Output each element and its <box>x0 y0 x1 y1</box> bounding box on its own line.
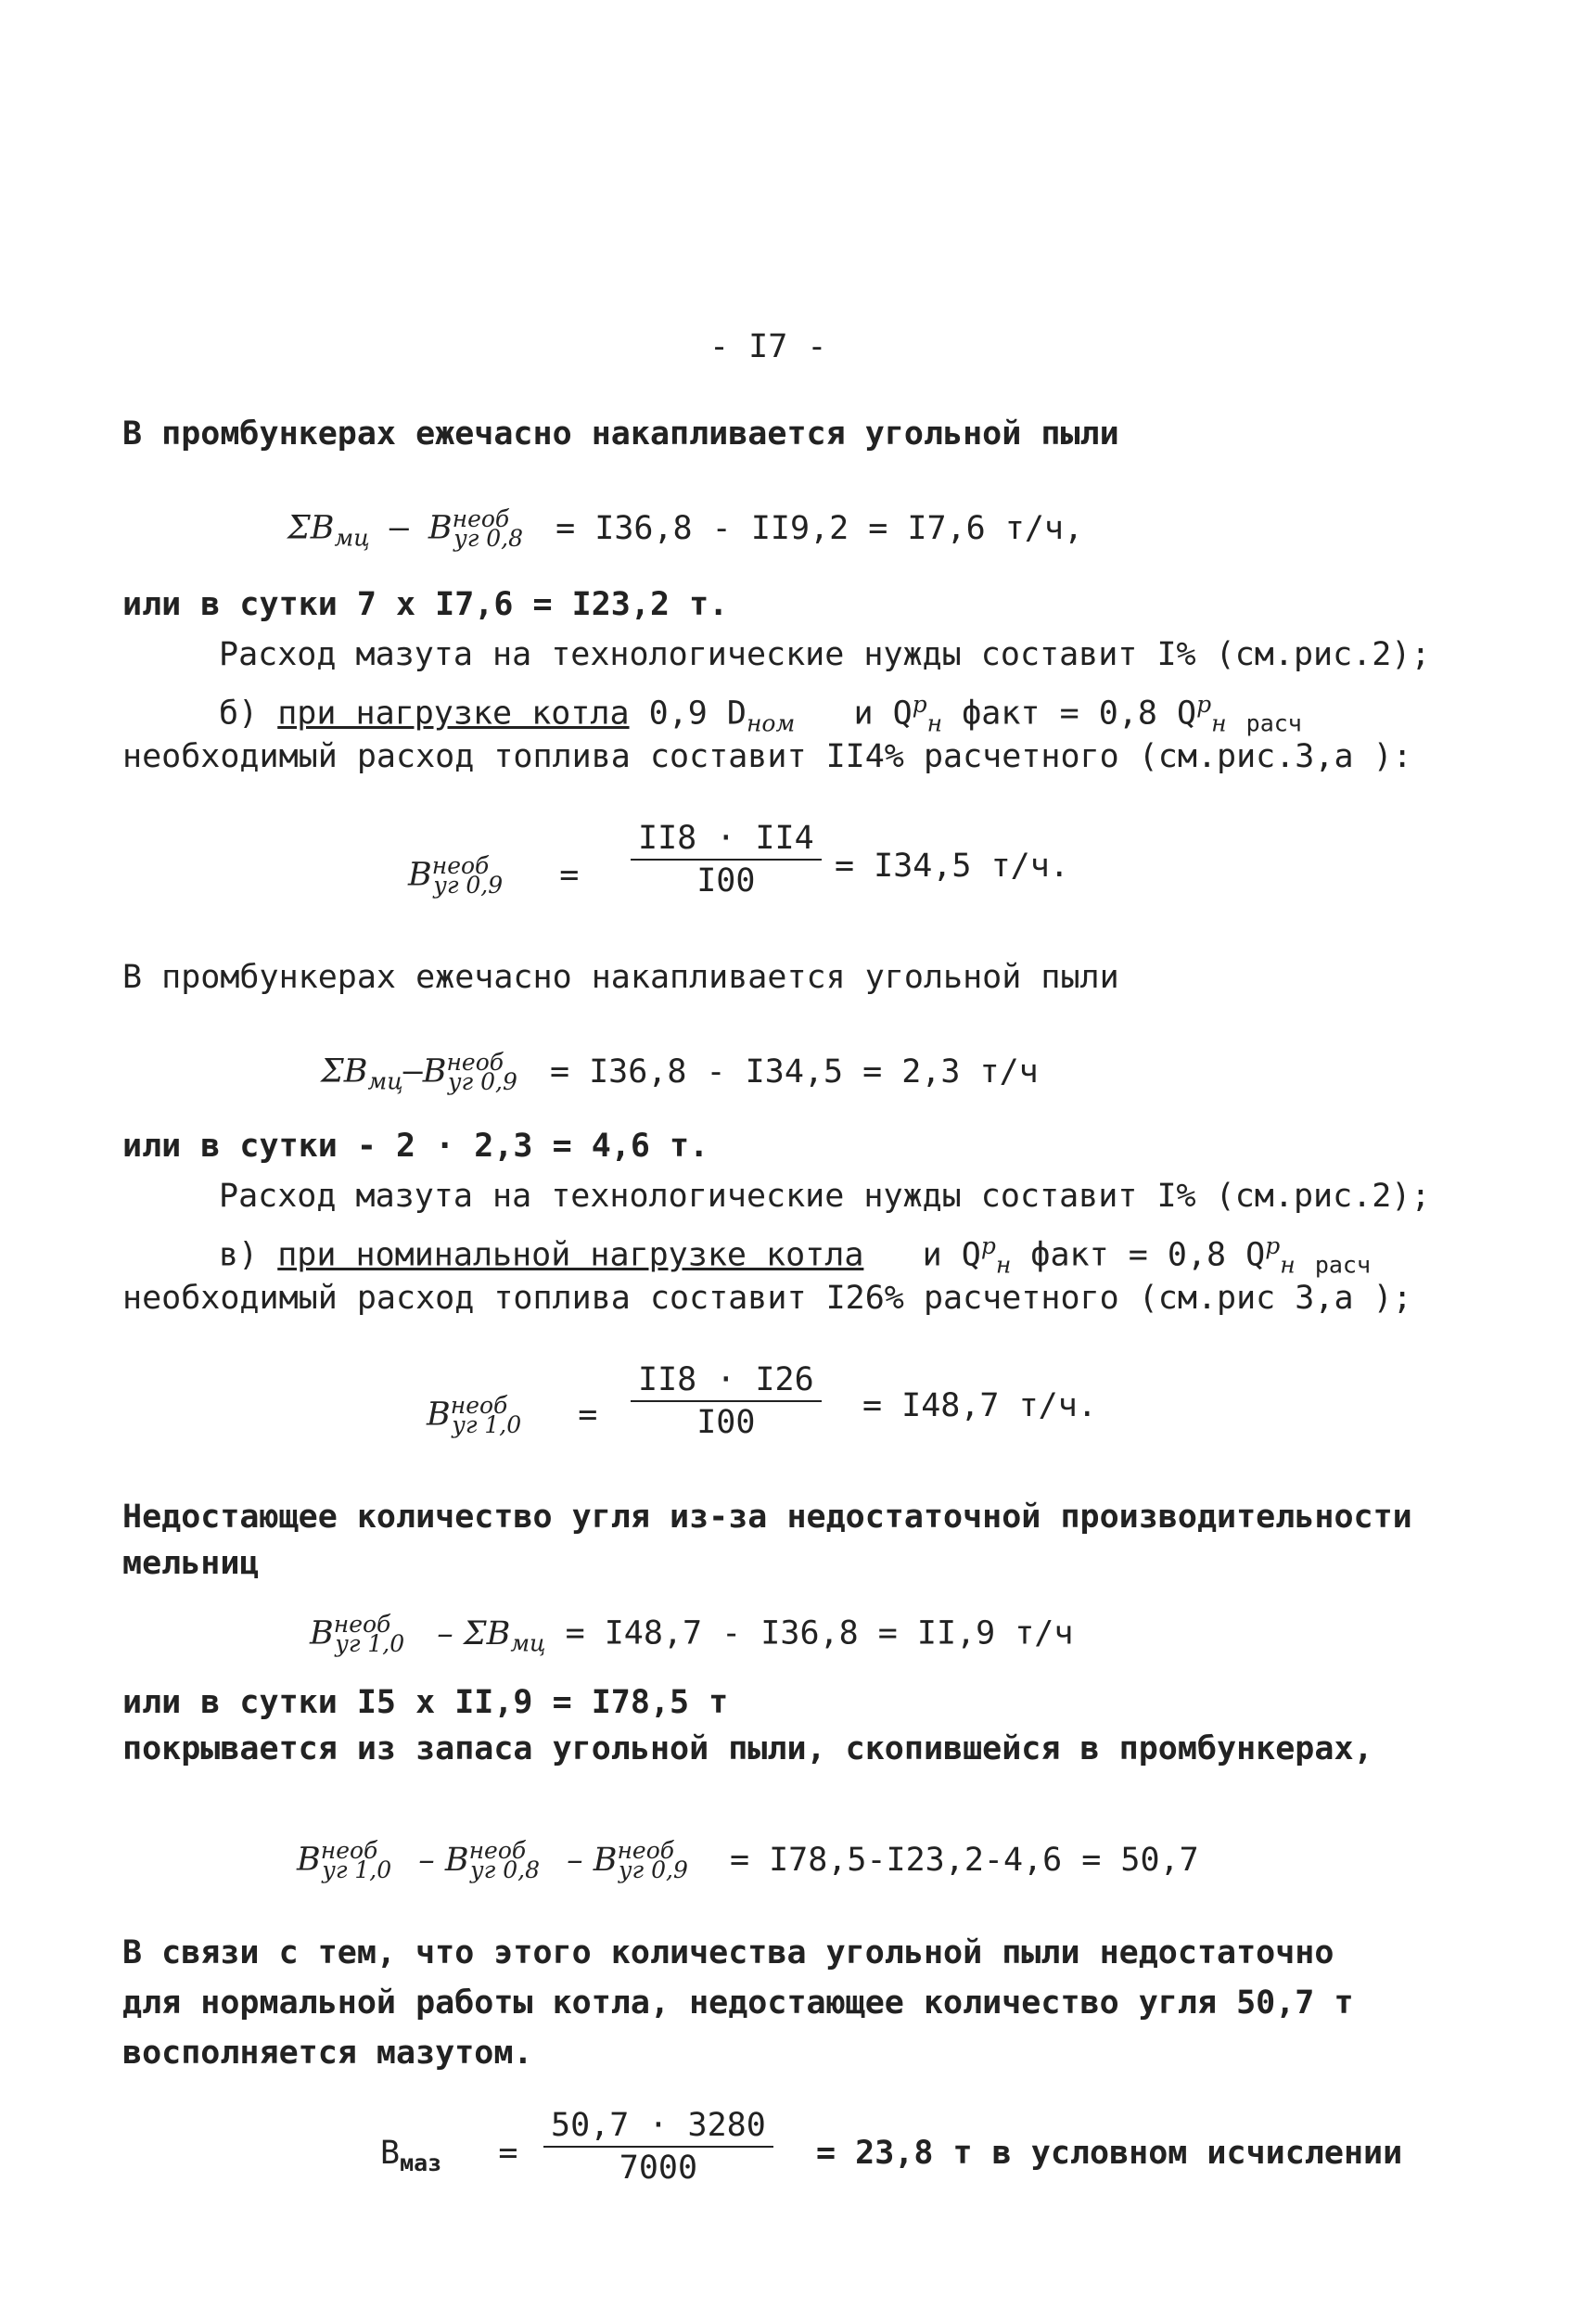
paragraph-line: покрывается из запаса угольной пыли, скопившейся в промбункерах, <box>122 1730 1373 1767</box>
formula-symbol: B <box>422 1052 447 1091</box>
formula-subscript: уг 0,9 <box>619 1856 688 1883</box>
formula-subscript: маз <box>400 2150 442 2176</box>
formula-symbol: B <box>297 1841 321 1879</box>
formula-subscript: уг 1,0 <box>452 1410 522 1438</box>
formula-operator: – <box>402 1052 423 1091</box>
formula-subscript: уг 0,9 <box>448 1067 517 1095</box>
formula-2-fraction <box>631 820 822 899</box>
formula-subscript: расч <box>1245 709 1302 737</box>
formula-operator: – <box>389 509 409 547</box>
underlined-phrase: при номинальной нагрузке котла <box>277 1236 864 1274</box>
formula-subscript: н <box>1211 709 1227 737</box>
formula-subscript: уг 0,9 <box>433 871 504 899</box>
formula-6 <box>297 1831 1199 1891</box>
paragraph-line: необходимый расход топлива составит I26% расчетного (см.рис 3,а ); <box>122 1280 1412 1317</box>
formula-symbol: ΣB <box>321 1052 368 1091</box>
formula-symbol: B <box>428 509 453 547</box>
formula-operator: = <box>578 1396 598 1434</box>
formula-subscript: н <box>1280 1251 1296 1279</box>
formula-superscript: необ <box>320 1837 378 1864</box>
formula-superscript: р <box>912 691 927 718</box>
formula-1 <box>287 499 1083 559</box>
formula-symbol: B <box>427 1396 451 1434</box>
formula-7-fraction <box>543 2107 773 2187</box>
formula-subscript: н <box>926 709 943 737</box>
formula-inline: и Q <box>853 695 913 733</box>
fraction-denominator: 7000 <box>619 2150 698 2187</box>
formula-subscript: уг 0,8 <box>453 524 524 552</box>
formula-superscript: необ <box>452 505 510 532</box>
paragraph-line: мельниц <box>122 1545 260 1582</box>
formula-5 <box>310 1604 1073 1665</box>
paragraph-line: или в сутки - 2 · 2,3 = 4,6 т. <box>122 1128 709 1165</box>
formula-inline: факт = 0,8 Q <box>962 695 1197 733</box>
formula-symbol: – B <box>418 1841 469 1879</box>
formula-inline: 0,9 D <box>648 695 747 733</box>
formula-operator: = <box>559 856 580 894</box>
list-marker: в) <box>219 1236 259 1274</box>
formula-4-lhs <box>427 1385 597 1446</box>
paragraph-line: В промбункерах ежечасно накапливается угольной пыли <box>122 415 1119 453</box>
formula-result: = I48,7 - I36,8 = II,9 т/ч <box>565 1614 1074 1652</box>
formula-7-lhs <box>380 2133 517 2184</box>
fraction-numerator: II8 · II4 <box>631 820 822 861</box>
formula-superscript: необ <box>450 1392 508 1419</box>
formula-subscript: ном <box>746 709 796 737</box>
paragraph-line <box>219 1226 1371 1286</box>
paragraph-line: В промбункерах ежечасно накапливается угольной пыли <box>122 959 1119 996</box>
formula-subscript: расч <box>1314 1251 1372 1279</box>
formula-superscript: необ <box>431 852 490 879</box>
formula-superscript: р <box>980 1232 996 1259</box>
paragraph-line: или в сутки 7 x I7,6 = I23,2 т. <box>122 586 729 623</box>
paragraph-line <box>219 684 1302 745</box>
formula-superscript: р <box>1265 1232 1281 1259</box>
formula-3 <box>321 1042 1039 1103</box>
formula-symbol: B <box>408 856 432 894</box>
formula-superscript: необ <box>468 1837 527 1864</box>
paragraph-line: необходимый расход топлива составит II4% расчетного (см.рис.3,а ): <box>122 738 1412 775</box>
formula-result: = I34,5 т/ч. <box>835 848 1069 885</box>
formula-result: = I36,8 - I34,5 = 2,3 т/ч <box>549 1052 1039 1091</box>
fraction-numerator: 50,7 · 3280 <box>543 2107 773 2148</box>
fraction-denominator: I00 <box>696 1404 756 1441</box>
formula-2-lhs <box>408 846 579 906</box>
formula-subscript: н <box>995 1251 1012 1279</box>
list-marker: б) <box>219 695 259 733</box>
formula-symbol: ΣB <box>287 509 335 547</box>
paragraph-line: Недостающее количество угля из-за недостаточной производительности <box>122 1499 1412 1536</box>
formula-inline: факт = 0,8 Q <box>1030 1236 1266 1274</box>
formula-result: = 23,8 т в условном исчислении <box>816 2135 1403 2172</box>
formula-superscript: необ <box>446 1049 504 1076</box>
formula-superscript: необ <box>333 1611 391 1638</box>
formula-subscript: мц <box>334 524 370 552</box>
formula-subscript: уг 1,0 <box>322 1856 392 1883</box>
fraction-numerator: II8 · I26 <box>631 1361 822 1402</box>
formula-operator: = <box>498 2135 518 2172</box>
paragraph-line: или в сутки I5 x II,9 = I78,5 т <box>122 1684 729 1721</box>
formula-inline: и Q <box>922 1236 981 1274</box>
formula-4-fraction <box>631 1361 822 1441</box>
underlined-phrase: при нагрузке котла <box>277 695 630 733</box>
formula-subscript: уг 0,8 <box>470 1856 541 1883</box>
formula-subscript: мц <box>510 1629 546 1657</box>
formula-result: = I36,8 - II9,2 = I7,6 т/ч, <box>555 509 1084 547</box>
paragraph-line: Расход мазута на технологические нужды составит I% (см.рис.2); <box>219 636 1431 673</box>
formula-superscript: р <box>1196 691 1212 718</box>
paragraph-line: восполняется мазутом. <box>122 2035 533 2072</box>
formula-symbol: – ΣB <box>437 1614 511 1652</box>
formula-symbol: B <box>310 1614 334 1652</box>
formula-subscript: уг 1,0 <box>335 1629 405 1657</box>
paragraph-line: для нормальной работы котла, недостающее количество угля 50,7 т <box>122 1984 1354 2022</box>
formula-symbol: – B <box>567 1841 618 1879</box>
paragraph-line: Расход мазута на технологические нужды составит I% (см.рис.2); <box>219 1178 1431 1215</box>
fraction-denominator: I00 <box>696 862 756 899</box>
formula-subscript: мц <box>367 1067 403 1095</box>
formula-superscript: необ <box>617 1837 675 1864</box>
paragraph-line: В связи с тем, что этого количества угольной пыли недостаточно <box>122 1934 1334 1971</box>
formula-result: = I78,5-I23,2-4,6 = 50,7 <box>729 1841 1199 1879</box>
page-number: - I7 - <box>709 328 827 365</box>
formula-symbol: B <box>380 2135 401 2172</box>
formula-result: = I48,7 т/ч. <box>862 1387 1097 1424</box>
